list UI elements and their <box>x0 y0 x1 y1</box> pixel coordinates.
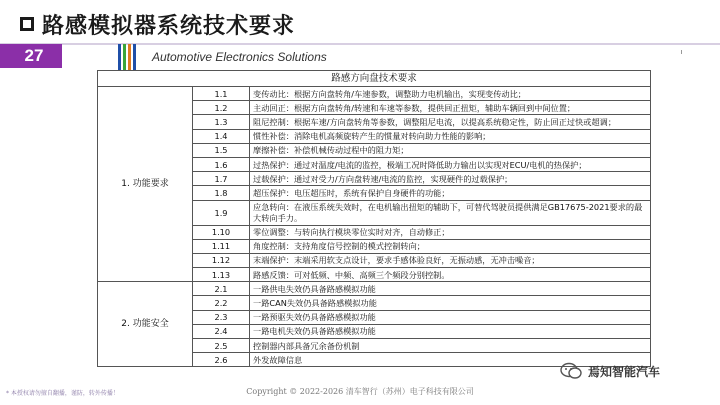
item-description: 末端保护：末端采用软支点设计，要求手感体验良好，无振动感，无冲击噪音； <box>250 253 651 267</box>
item-number: 2.4 <box>193 324 250 338</box>
item-number: 1.3 <box>193 115 250 129</box>
header-divider <box>0 43 720 45</box>
item-description: 一路供电失效仍具备路感模拟功能 <box>250 282 651 296</box>
item-description: 外发故障信息 <box>250 353 651 367</box>
header-tick <box>681 50 682 54</box>
wechat-icon <box>560 362 582 380</box>
item-number: 1.8 <box>193 186 250 200</box>
page-title: 路感模拟器系统技术要求 <box>42 13 296 39</box>
item-number: 1.4 <box>193 129 250 143</box>
requirements-table-wrap <box>97 70 650 367</box>
item-description: 惯性补偿：消除电机高频旋转产生的惯量对转向助力性能的影响； <box>250 129 651 143</box>
brand-tagline: Automotive Electronics Solutions <box>152 50 327 64</box>
item-number: 1.5 <box>193 143 250 157</box>
item-number: 2.3 <box>193 310 250 324</box>
item-number: 1.10 <box>193 225 250 239</box>
title-bullet-icon <box>20 17 34 31</box>
item-description: 摩擦补偿：补偿机械传动过程中的阻力矩； <box>250 143 651 157</box>
item-description: 一路电机失效仍具备路感模拟功能 <box>250 324 651 338</box>
item-description: 阻尼控制：根据车速/方向盘转角等参数，调整阻尼电流，以提高系统稳定性，防止回正过快或超调； <box>250 115 651 129</box>
table-body <box>98 87 651 367</box>
item-description: 一路CAN失效仍具备路感模拟功能 <box>250 296 651 310</box>
table-row <box>98 282 651 296</box>
requirements-table <box>97 70 651 367</box>
item-description: 零位调整：与转向执行模块零位实时对齐，自动修正； <box>250 225 651 239</box>
title-row <box>6 6 295 42</box>
item-number: 2.1 <box>193 282 250 296</box>
item-number: 1.12 <box>193 253 250 267</box>
item-number: 1.7 <box>193 172 250 186</box>
item-number: 2.2 <box>193 296 250 310</box>
item-number: 2.6 <box>193 353 250 367</box>
item-number: 1.11 <box>193 239 250 253</box>
item-number: 1.6 <box>193 157 250 171</box>
item-description: 应急转向：在液压系统失效时，在电机输出扭矩的辅助下，可替代驾驶员提供满足GB17675-2021要求的最大转向手力。 <box>250 200 651 225</box>
footer-note: * 本授权请勿擅自翻播，谨防，转外传播！ <box>6 390 119 397</box>
footer-copyright: Copyright © 2022-2026 清车智行（苏州）电子科技有限公司 <box>246 387 474 396</box>
item-number: 1.9 <box>193 200 250 225</box>
item-description: 主动回正：根据方向盘转角/转速和车速等参数，提供回正扭矩，辅助车辆回到中间位置； <box>250 101 651 115</box>
table-title: 路感方向盘技术要求 <box>98 71 651 87</box>
item-description: 过热保护：通过对温度/电流的监控，极端工况时降低助力输出以实现对ECU/电机的热保护； <box>250 157 651 171</box>
item-description: 一路预驱失效仍具备路感模拟功能 <box>250 310 651 324</box>
watermark-text: 焉知智能汽车 <box>588 364 661 379</box>
page-number-badge <box>0 44 62 68</box>
item-number: 2.5 <box>193 339 250 353</box>
item-description: 路感反馈：可对低频、中频、高频三个频段分别控制。 <box>250 268 651 282</box>
brand-stripes-icon <box>118 44 148 70</box>
item-description: 过载保护：通过对受力/方向盘转速/电流的监控，实现硬件的过载保护； <box>250 172 651 186</box>
item-number: 1.2 <box>193 101 250 115</box>
watermark <box>560 362 660 380</box>
table-row <box>98 87 651 101</box>
item-description: 角度控制：支持角度信号控制的模式控制转向； <box>250 239 651 253</box>
section-category: 1. 功能要求 <box>98 87 193 282</box>
slide-header <box>0 0 720 70</box>
section-category: 2. 功能安全 <box>98 282 193 367</box>
item-number: 1.1 <box>193 87 250 101</box>
item-description: 控制器内部具备冗余备份机制 <box>250 339 651 353</box>
page-number: 27 <box>24 46 44 65</box>
item-description: 超压保护：电压超压时，系统有保护自身硬件的功能； <box>250 186 651 200</box>
item-number: 1.13 <box>193 268 250 282</box>
item-description: 变传动比：根据方向盘转角/车速参数，调整助力电机输出，实现变传动比； <box>250 87 651 101</box>
